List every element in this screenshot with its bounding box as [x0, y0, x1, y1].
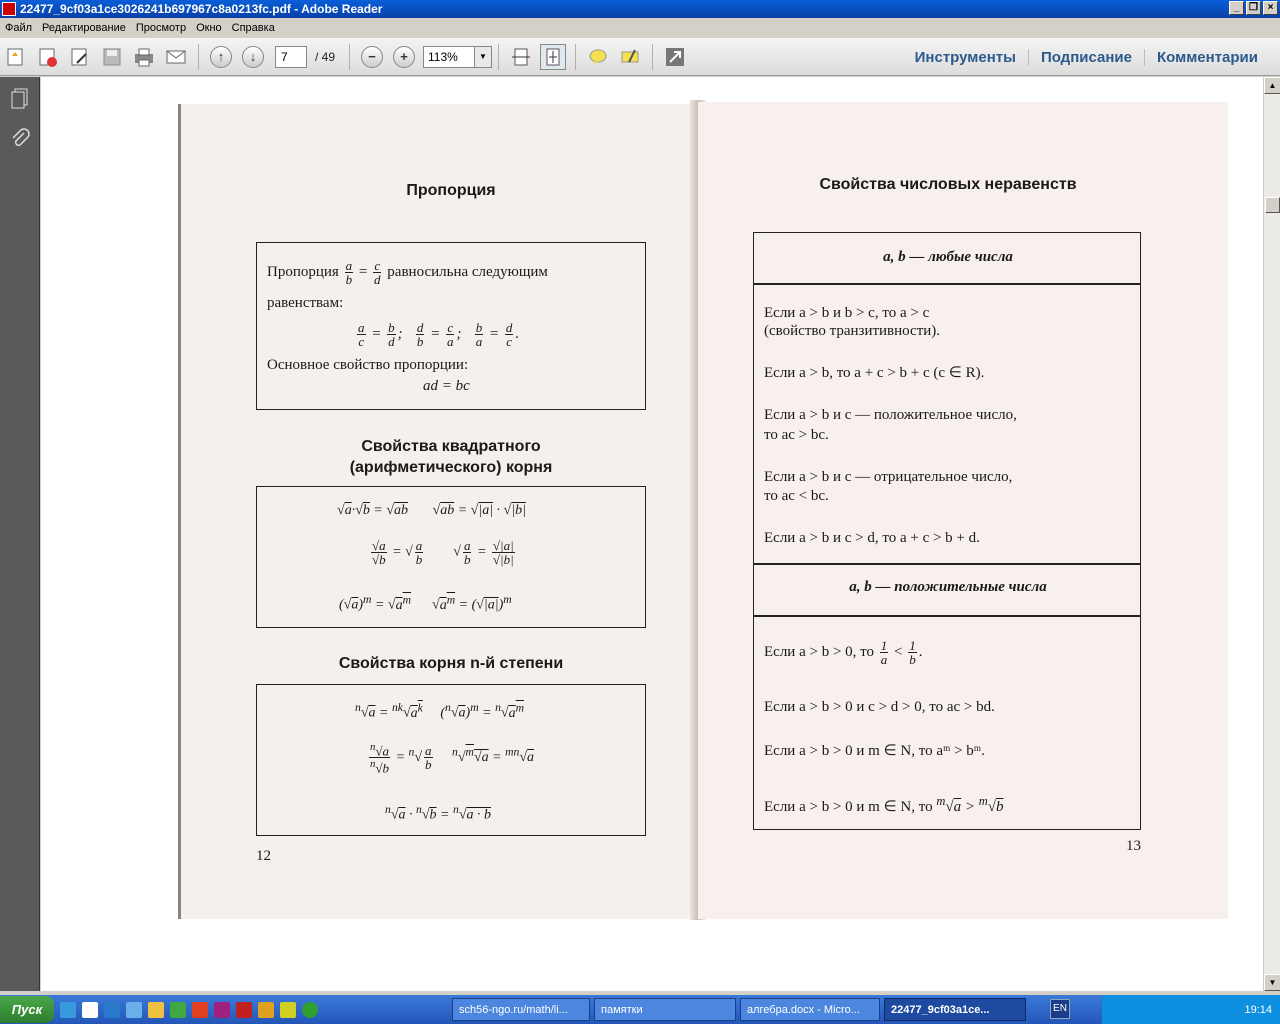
sqrt-formula-row3: $(√a)^m = √a^m$ $√a^m = (√|a|)^m$ [339, 593, 512, 613]
proportion-box: Пропорция $\frac{a}{b}$ = $\frac{c}{d}$ равносильна следующим равенствам: $\frac{a}{c}$ = $\frac{b}{d}$ ; $\frac{d}{b}$ = $\frac{c}{a}$ ; $\frac{b}{a}$ = $\frac{d}{c}$ . Основное свойство пропорции: ad = bc [256, 242, 646, 410]
menu-edit[interactable]: Редактирование [42, 22, 126, 34]
inequality-item-6-text: Если a > b > 0, то [764, 643, 875, 660]
task-folder[interactable]: памятки [594, 998, 736, 1021]
scroll-up-icon[interactable]: ▲ [1264, 77, 1280, 94]
inequality-item-3b: то ac > bc. [764, 427, 829, 443]
zoom-out-icon[interactable]: − [361, 46, 383, 68]
save-icon[interactable] [99, 44, 125, 70]
nth-root-formula-row2: $\frac{^n√a}{^n√b}$ = $^n$√ $\frac{a}{b}$ $^n$√$^m$√a = $^{mn}$√a [370, 741, 535, 776]
fit-width-icon[interactable] [508, 44, 534, 70]
attachments-icon[interactable] [9, 127, 31, 149]
clock[interactable]: 19:14 [1244, 1003, 1272, 1016]
window-title: 22477_9cf03a1ce3026241b697967c8a0213fc.pdf - Adobe Reader [20, 2, 383, 16]
scroll-thumb[interactable] [1265, 197, 1280, 213]
task-word[interactable]: алгебра.docx - Micro... [740, 998, 880, 1021]
chrome-icon[interactable] [302, 1002, 318, 1018]
proportion-property-formula: ad = bc [423, 378, 470, 394]
print-icon[interactable] [131, 44, 157, 70]
page-thumbnails-icon[interactable] [9, 87, 31, 109]
page-title-inequalities: Свойства числовых неравенств [819, 176, 1077, 193]
close-button[interactable]: × [1263, 1, 1278, 15]
task-adobe-reader[interactable]: 22477_9cf03a1ce... [884, 998, 1026, 1021]
quicklaunch-icon[interactable] [214, 1002, 230, 1018]
quicklaunch-icon[interactable] [82, 1002, 98, 1018]
menu-view[interactable]: Просмотр [135, 22, 187, 34]
adobe-reader-icon [2, 2, 16, 16]
quicklaunch-icon[interactable] [258, 1002, 274, 1018]
proportion-equivalents: $\frac{a}{c}$ = $\frac{b}{d}$ ; $\frac{d}{b}$ = $\frac{c}{a}$ ; $\frac{b}{a}$ = $\frac{d}{c}$ . [358, 320, 520, 349]
menu-help[interactable]: Справка [231, 22, 275, 34]
sqrt-formula-row1: √a·√b = √ab √ab = √|a| · √|b| [337, 503, 526, 518]
navigation-pane [0, 77, 40, 991]
inequality-item-2: Если a > b, то a + c > b + c (c ∈ R). [764, 365, 985, 381]
page-number-input[interactable]: 7 [275, 46, 307, 68]
taskbar [0, 995, 1280, 1024]
nth-root-formula-row1: $^n√a = ^{nk}√a^k$ $(^n√a)^m = ^n√a^m$ [355, 701, 525, 721]
section-header-any-numbers: a, b — любые числа [883, 249, 1013, 265]
page-number-left: 12 [256, 848, 271, 864]
inequality-item-6: Если a > b > 0, то $\frac{1}{a}$ < $\frac{1}{b}$ . [764, 638, 923, 667]
start-button[interactable]: Пуск [0, 996, 54, 1023]
inequality-item-7: Если a > b > 0 и c > d > 0, то ac > bd. [764, 699, 995, 715]
quicklaunch-icon[interactable] [126, 1002, 142, 1018]
inequality-item-3: Если a > b и c — положительное число, [764, 407, 1017, 423]
language-indicator[interactable]: EN [1050, 999, 1070, 1019]
inequality-item-1b: (свойство транзитивности). [764, 323, 941, 339]
prev-page-icon[interactable]: ↑ [210, 46, 232, 68]
folder-icon[interactable] [148, 1002, 164, 1018]
menu-file[interactable]: Файл [5, 22, 33, 34]
fit-page-icon[interactable] [540, 44, 566, 70]
tools-link[interactable]: Инструменты [914, 48, 1016, 66]
zoom-select[interactable] [423, 46, 492, 68]
quicklaunch-icon[interactable] [60, 1002, 76, 1018]
square-root-box [256, 486, 646, 628]
menu-window[interactable]: Окно [196, 22, 222, 34]
page-title-square-root: Свойства квадратного (арифметического) корня [349, 438, 553, 476]
nth-root-box [256, 684, 646, 836]
inequality-item-9: Если a > b > 0 и m ∈ N, то $^m$√a > $^m$√b [764, 794, 1004, 815]
vertical-scrollbar[interactable] [1263, 77, 1280, 991]
page-total: / 49 [315, 49, 336, 64]
menu-bar [0, 18, 1280, 38]
zoom-in-icon[interactable]: + [393, 46, 415, 68]
sign-link[interactable]: Подписание [1028, 49, 1144, 66]
inequality-item-4b: то ac < bc. [764, 488, 829, 504]
page-number-right: 13 [1126, 838, 1141, 854]
quicklaunch-icon[interactable] [280, 1002, 296, 1018]
proportion-property-label: Основное свойство пропорции: [267, 357, 469, 373]
toolbar [0, 38, 1280, 76]
open-icon[interactable] [3, 44, 29, 70]
create-pdf-icon[interactable] [35, 44, 61, 70]
minimize-button[interactable]: _ [1229, 1, 1244, 15]
inequality-item-9-text: Если a > b > 0 и m ∈ N, то [764, 799, 933, 815]
edit-icon[interactable] [67, 44, 93, 70]
ie-icon[interactable] [104, 1002, 120, 1018]
email-icon[interactable] [163, 44, 189, 70]
proportion-line1-post: равносильна следующим [387, 263, 548, 280]
next-page-icon[interactable]: ↓ [242, 46, 264, 68]
sqrt-formula-row2: $\frac{√a}{√b}$ = √ $\frac{a}{b}$ √ $\frac{a}{b}$ = $\frac{√|a|}{√|b|}$ [372, 538, 514, 567]
page-title-proportion: Пропорция [406, 182, 496, 199]
quicklaunch-icon[interactable] [192, 1002, 208, 1018]
inequality-item-4: Если a > b и c — отрицательное число, [764, 469, 1013, 485]
zoom-value: 113% [428, 49, 458, 64]
page-title-nth-root: Свойства корня n-й степени [338, 655, 564, 672]
highlight-icon[interactable] [617, 44, 643, 70]
fullscreen-icon[interactable] [662, 44, 688, 70]
comment-icon[interactable] [585, 44, 611, 70]
inequalities-box [753, 232, 1141, 830]
inequality-item-5: Если a > b и c > d, то a + c > b + d. [764, 530, 980, 546]
opera-icon[interactable] [236, 1002, 252, 1018]
task-chrome[interactable]: sch56-ngo.ru/math/li... [452, 998, 590, 1021]
section-header-positive-numbers: a, b — положительные числа [849, 579, 1047, 595]
media-icon[interactable] [170, 1002, 186, 1018]
scroll-down-icon[interactable]: ▼ [1264, 974, 1280, 991]
chevron-down-icon[interactable]: ▼ [474, 47, 491, 67]
inequality-item-1: Если a > b и b > c, то a > c [764, 305, 930, 321]
title-bar [0, 0, 1280, 18]
nth-root-formula-row3: $^n$√a · $^n$√b = $^n$√a · b [385, 803, 491, 823]
comment-link[interactable]: Комментарии [1144, 49, 1270, 66]
book-page-left [178, 104, 696, 919]
proportion-line1-pre: Пропорция [267, 263, 339, 280]
system-tray [1102, 995, 1280, 1024]
inequality-item-8: Если a > b > 0 и m ∈ N, то aᵐ > bᵐ. [764, 743, 985, 759]
restore-button[interactable]: ❐ [1246, 1, 1261, 15]
book-page-right [698, 102, 1228, 919]
proportion-line2: равенствам: [267, 295, 344, 311]
